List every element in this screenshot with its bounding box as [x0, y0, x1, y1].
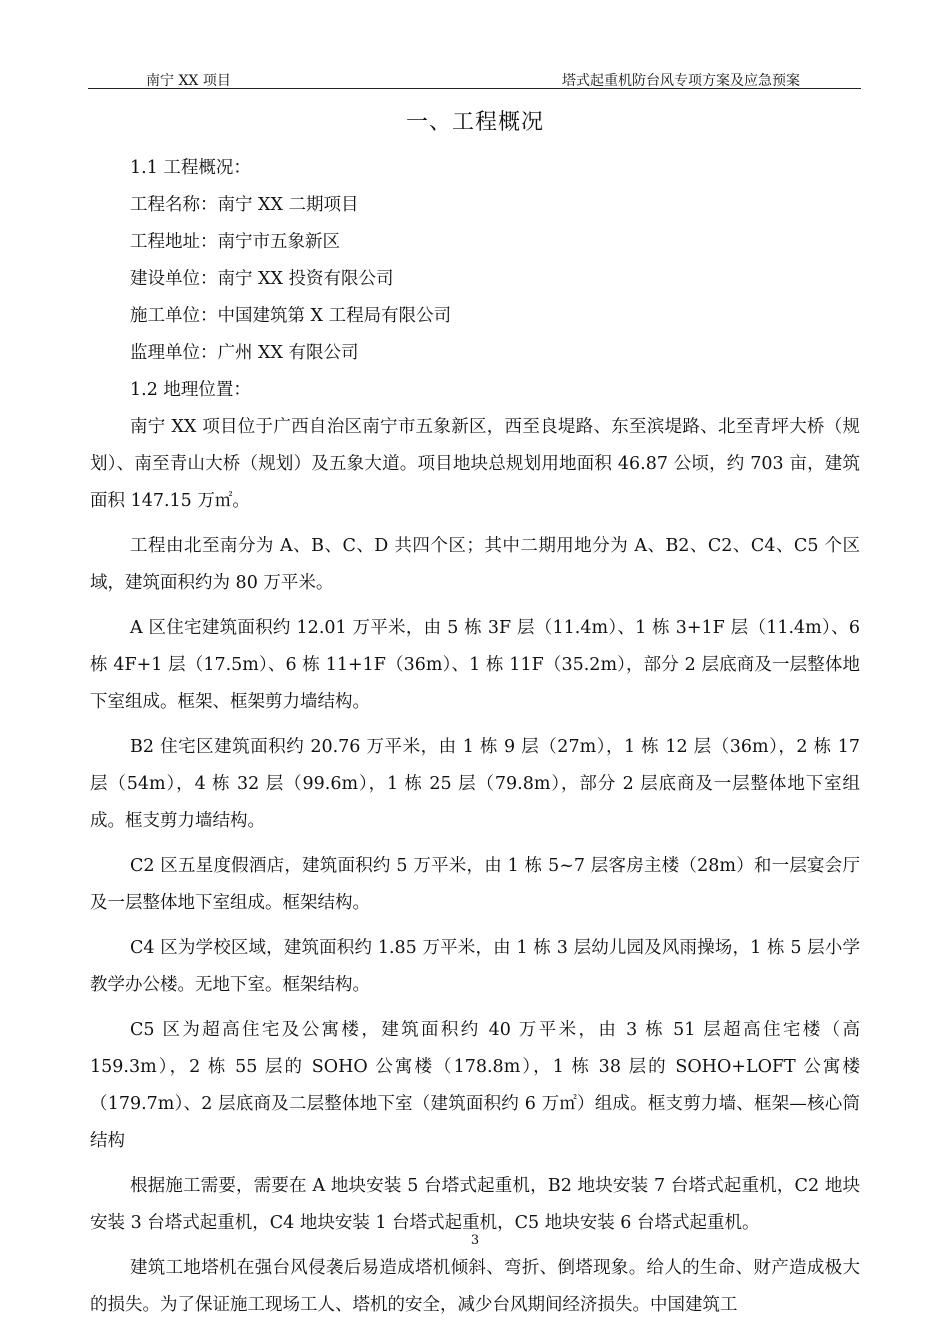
paragraph-zone-b2: B2 住宅区建筑面积约 20.76 万平米，由 1 栋 9 层（27m），1 栋 12 层（36m），2 栋 17 层（54m），4 栋 32 层（99.6m），1 栋 25 层（79.8m），部分 2 层底商及一层整体地下室组成。框支剪力墙结构。 [90, 737, 860, 831]
project-name-line: 工程名称：南宁 XX 二期项目 [130, 195, 359, 215]
paragraph-zone-c5: C5 区为超高住宅及公寓楼，建筑面积约 40 万平米，由 3 栋 51 层超高住宅楼（高 159.3m），2 栋 55 层的 SOHO 公寓楼（178.8m），1 栋 38 层的 SOHO+LOFT 公寓楼（179.7m）、2 层底商及二层整体地下室（建筑面积约 6 万㎡）组成。框支剪力墙、框架—核心筒结构 [90, 1020, 860, 1151]
header-document-title: 塔式起重机防台风专项方案及应急预案 [562, 73, 800, 89]
subsection-heading-location: 1.2 地理位置： [130, 380, 251, 400]
paragraph-cranes: 根据施工需要，需要在 A 地块安装 5 台塔式起重机，B2 地块安装 7 台塔式起重机，C2 地块安装 3 台塔式起重机，C4 地块安装 1 台塔式起重机，C5 地块安装 6 台塔式起重机。 [90, 1176, 860, 1233]
owner-line: 建设单位：南宁 XX 投资有限公司 [130, 269, 394, 289]
page-number: 3 [470, 1233, 480, 1248]
paragraph-zones: 工程由北至南分为 A、B、C、D 共四个区；其中二期用地分为 A、B2、C2、C4、C5 个区域，建筑面积约为 80 万平米。 [90, 536, 860, 593]
section-title: 一、工程概况 [405, 110, 544, 135]
header-project-name: 南宁 XX 项目 [146, 73, 231, 89]
paragraph-typhoon-risk: 建筑工地塔机在强台风侵袭后易造成塔机倾斜、弯折、倒塔现象。给人的生命、财产造成极大的损失。为了保证施工现场工人、塔机的安全，减少台风期间经济损失。中国建筑工 [90, 1258, 860, 1315]
subsection-heading-overview: 1.1 工程概况： [130, 158, 251, 178]
contractor-line: 施工单位：中国建筑第 X 工程局有限公司 [130, 306, 452, 326]
paragraph-zone-c4: C4 区为学校区域，建筑面积约 1.85 万平米，由 1 栋 3 层幼儿园及风雨操场，1 栋 5 层小学教学办公楼。无地下室。框架结构。 [90, 938, 860, 995]
paragraph-location: 南宁 XX 项目位于广西自治区南宁市五象新区，西至良堤路、东至滨堤路、北至青坪大桥（规划）、南至青山大桥（规划）及五象大道。项目地块总规划用地面积 46.87 公顷，约 703 亩，建筑面积 147.15 万㎡。 [90, 417, 860, 511]
project-address-line: 工程地址：南宁市五象新区 [130, 232, 340, 252]
header-divider [88, 88, 861, 89]
paragraph-zone-c2: C2 区五星度假酒店，建筑面积约 5 万平米，由 1 栋 5~7 层客房主楼（28m）和一层宴会厅及一层整体地下室组成。框架结构。 [90, 856, 860, 913]
document-body [90, 150, 860, 1324]
paragraph-zone-a: A 区住宅建筑面积约 12.01 万平米，由 5 栋 3F 层（11.4m）、1 栋 3+1F 层（11.4m）、6 栋 4F+1 层（17.5m）、6 栋 11+1F（36m）、1 栋 11F（35.2m），部分 2 层底商及一层整体地下室组成。框架、框架剪力墙结构。 [90, 618, 860, 712]
supervisor-line: 监理单位：广州 XX 有限公司 [130, 343, 359, 363]
